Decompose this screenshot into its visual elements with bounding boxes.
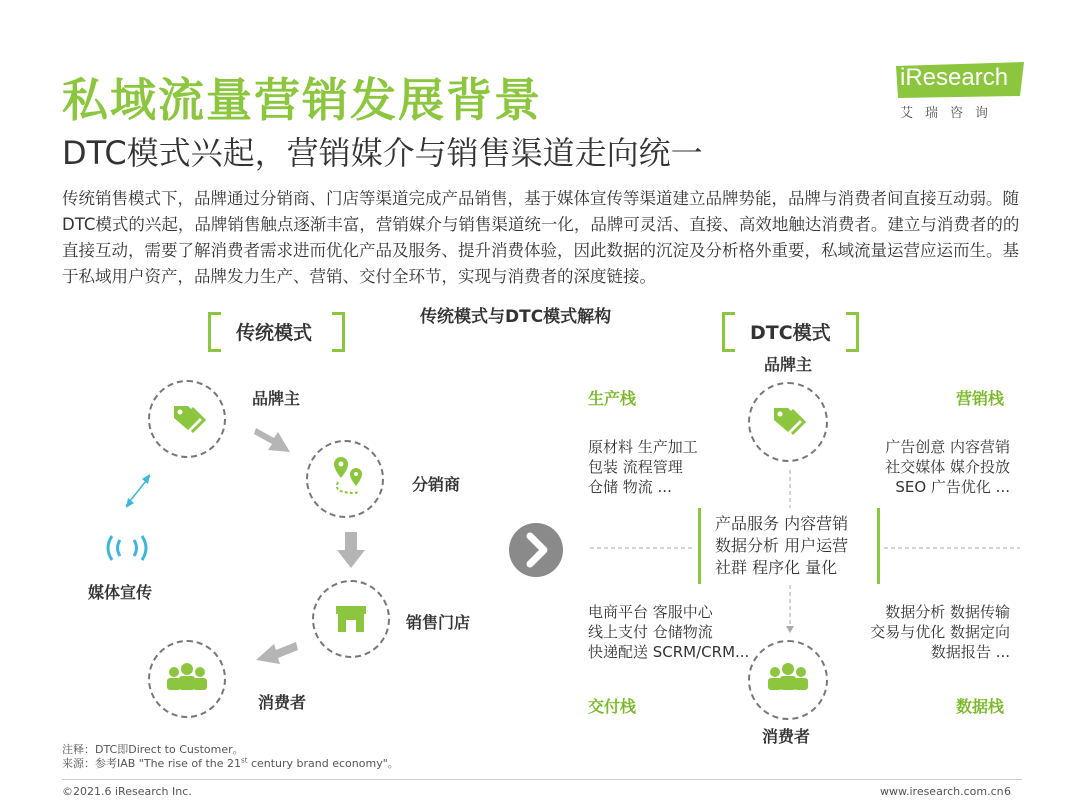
data-item: 数据分析 数据传输	[885, 603, 1010, 621]
source-superscript: st	[241, 756, 248, 765]
diagram-title: 传统模式与DTC模式解构	[420, 307, 612, 327]
consumer-circle	[148, 640, 226, 718]
distributor-circle	[306, 440, 384, 518]
store-icon	[314, 582, 388, 656]
logo-cn-text: 艾瑞咨询	[900, 106, 1001, 121]
production-item: 包装 流程管理	[588, 458, 683, 476]
note-line: 注释：DTC即Direct to Customer。	[62, 743, 244, 756]
data-stack-label: 数据栈	[956, 697, 1005, 716]
dtc-model-title: DTC模式	[750, 322, 831, 344]
dtc-consumer-circle	[748, 640, 828, 720]
delivery-item: 快递配送 SCRM/CRM...	[588, 643, 750, 661]
store-label: 销售门店	[406, 613, 471, 632]
center-box	[698, 508, 880, 584]
data-item: 交易与优化 数据定向	[870, 623, 1010, 641]
traditional-consumer-label: 消费者	[258, 693, 307, 712]
footer-divider	[62, 779, 1022, 780]
production-item: 原材料 生产加工	[588, 438, 698, 456]
delivery-item: 电商平台 客服中心	[588, 603, 713, 621]
brand-circle	[148, 380, 226, 458]
marketing-item: 社交媒体 媒介投放	[885, 458, 1010, 476]
arrow-down-right-icon	[252, 424, 296, 460]
iresearch-logo	[896, 62, 1026, 122]
traditional-model-title: 传统模式	[236, 322, 313, 344]
delivery-item: 线上支付 仓储物流	[588, 623, 713, 641]
map-pin-icon	[308, 442, 382, 516]
delivery-stack-label: 交付栈	[588, 697, 637, 716]
source-text: 来源：参考IAB "The rise of the 21	[62, 757, 242, 770]
page-number: 6	[1004, 785, 1011, 798]
center-item: 产品服务 内容营销	[715, 514, 849, 533]
source-text: century brand economy"。	[247, 757, 399, 770]
logo-text: iResearch	[900, 64, 1009, 91]
page-subtitle: DTC模式兴起，营销媒介与销售渠道走向统一	[62, 134, 703, 172]
bracket-right-icon	[332, 312, 345, 352]
production-item: 仓储 物流 ...	[588, 478, 672, 496]
bracket-left-icon	[208, 312, 221, 352]
data-item: 数据报告 ...	[930, 643, 1010, 661]
copyright: ©2021.6 iResearch Inc.	[62, 785, 192, 798]
signal-icon	[102, 530, 152, 566]
media-label: 媒体宣传	[88, 583, 153, 602]
store-circle	[312, 580, 390, 658]
users-icon	[750, 642, 826, 718]
bracket-left-icon	[722, 312, 735, 352]
intro-paragraph: 传统销售模式下，品牌通过分销商、门店等渠道完成产品销售，基于媒体宣传等渠道建立品牌势能，品牌与消费者间直接互动弱。随DTC模式的兴起，品牌销售触点逐渐丰富，营销媒介与销售渠道统一化，品牌可灵活、直接、高效地触达消费者。建立与消费者的的直接互动，需要了解消费者需求进而优化产品及服务、提升消费体验，因此数据的沉淀及分析格外重要，私域流量运营应运而生。基于私域用户资产，品牌发力生产、营销、交付全环节，实现与消费者的深度链接。	[62, 189, 1020, 286]
arrow-down-left-icon	[254, 638, 300, 668]
marketing-item: 广告创意 内容营销	[885, 438, 1010, 456]
double-arrow-icon	[120, 470, 156, 512]
center-item: 社群 程序化 量化	[715, 558, 838, 577]
production-stack-label: 生产栈	[588, 389, 637, 408]
traditional-brand-label: 品牌主	[252, 389, 301, 408]
tag-icon	[150, 382, 224, 456]
dtc-consumer-label: 消费者	[762, 727, 811, 746]
marketing-stack-label: 营销栈	[956, 389, 1005, 408]
chevron-right-icon	[508, 522, 564, 578]
dtc-brand-circle	[748, 382, 828, 462]
center-item: 数据分析 用户运营	[715, 536, 849, 555]
page-title: 私域流量营销发展背景	[62, 73, 542, 127]
bracket-right-icon	[846, 312, 859, 352]
marketing-item: SEO 广告优化 ...	[895, 478, 1010, 496]
users-icon	[150, 642, 224, 716]
arrow-down-icon	[334, 530, 368, 570]
tag-icon	[750, 384, 826, 460]
distributor-label: 分销商	[412, 475, 461, 494]
website: www.iresearch.com.cn	[880, 785, 1004, 798]
dtc-brand-label: 品牌主	[764, 355, 813, 374]
source-line	[62, 755, 399, 771]
